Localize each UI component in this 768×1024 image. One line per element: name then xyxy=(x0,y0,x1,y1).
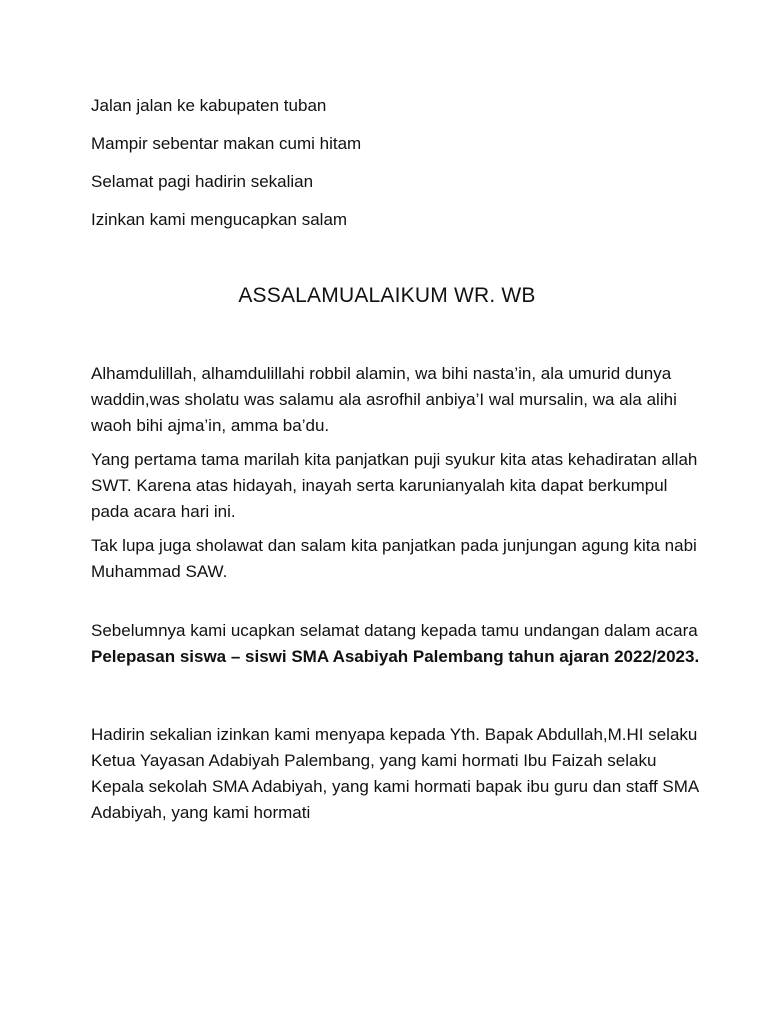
paragraph-sholawat: Tak lupa juga sholawat dan salam kita panjatkan pada junjungan agung kita nabi Muhammad SAW. xyxy=(91,536,697,581)
welcome-intro-text: Sebelumnya kami ucapkan selamat datang kepada tamu undangan dalam acara xyxy=(91,621,698,640)
paragraph-gratitude: Yang pertama tama marilah kita panjatkan puji syukur kita atas kehadiratan allah SWT. Karena atas hidayah, inayah serta karunianyalah kita dapat berkumpul pada acara hari ini. xyxy=(91,450,698,521)
poem-line-2: Mampir sebentar makan cumi hitam xyxy=(91,134,362,153)
poem-line-4: Izinkan kami mengucapkan salam xyxy=(91,210,348,229)
poem-line-1: Jalan jalan ke kabupaten tuban xyxy=(91,96,327,115)
greeting-heading: ASSALAMUALAIKUM WR. WB xyxy=(238,284,536,307)
paragraph-greetings-guests: Hadirin sekalian izinkan kami menyapa kepada Yth. Bapak Abdullah,M.HI selaku Ketua Yayasan Adabiyah Palembang, yang kami hormati Ibu Faizah selaku Kepala sekolah SMA Adabiyah, yang kami hormati bapak ibu guru dan staff SMA Adabiyah, yang kami hormati xyxy=(91,725,699,822)
event-name-text: Pelepasan siswa – siswi SMA Asabiyah Palembang tahun ajaran 2022/2023. xyxy=(91,647,700,666)
paragraph-welcome xyxy=(91,618,708,670)
opening-poem xyxy=(91,94,708,231)
paragraph-opening-prayer: Alhamdulillah, alhamdulillahi robbil alamin, wa bihi nasta’in, ala umurid dunya waddin,was sholatu was salamu ala asrofhil anbiya’I wal mursalin, wa ala alihi waoh bihi ajma’in, amma ba’du. xyxy=(91,364,677,435)
poem-line-3: Selamat pagi hadirin sekalian xyxy=(91,172,314,191)
